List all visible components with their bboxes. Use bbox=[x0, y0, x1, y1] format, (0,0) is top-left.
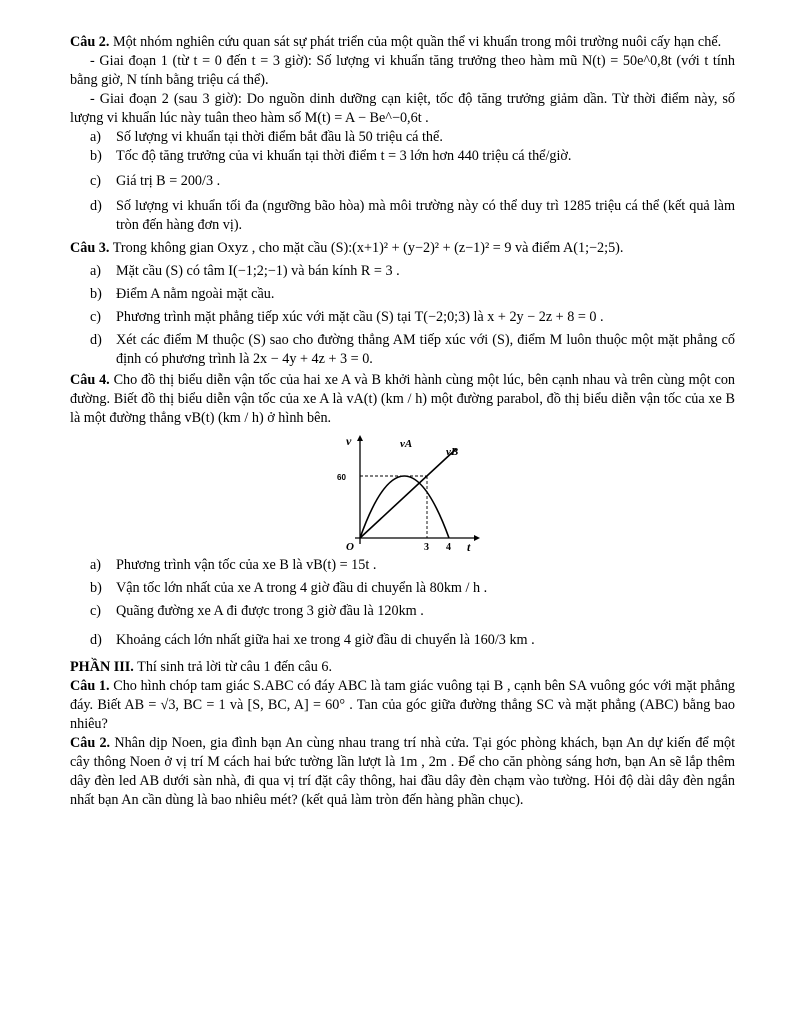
q2-stem: Một nhóm nghiên cứu quan sát sự phát triển của một quần thể vi khuẩn trong môi trường nuôi cấy hạn chế. bbox=[112, 34, 722, 50]
q4-option-d bbox=[90, 631, 735, 650]
q4-stem-line bbox=[70, 371, 735, 428]
curve-va bbox=[360, 476, 449, 538]
part3-heading bbox=[70, 658, 735, 677]
line-vb bbox=[360, 449, 456, 538]
t-axis-arrow bbox=[474, 535, 480, 541]
q2-option-a bbox=[90, 128, 735, 147]
label-vb: vB bbox=[446, 446, 459, 458]
p3-q1-head: Câu 1. bbox=[70, 678, 110, 694]
q3-stem-line bbox=[70, 239, 735, 258]
label-va: vA bbox=[400, 438, 413, 450]
q4-option-a bbox=[90, 556, 735, 575]
q3-option-d bbox=[90, 331, 735, 369]
option-label: c) bbox=[90, 173, 102, 189]
exam-page bbox=[70, 33, 735, 810]
q2-option-c bbox=[90, 172, 735, 191]
option-label: d) bbox=[90, 332, 102, 348]
option-label: c) bbox=[90, 603, 102, 619]
option-text: Vận tốc lớn nhất của xe A trong 4 giờ đầu di chuyển là 80km / h . bbox=[116, 580, 488, 596]
option-label: a) bbox=[90, 129, 102, 145]
q3-head: Câu 3. bbox=[70, 240, 110, 256]
q4-option-b bbox=[90, 579, 735, 598]
q2-option-d bbox=[90, 197, 735, 235]
q3-option-b bbox=[90, 285, 735, 304]
option-text: Phương trình vận tốc của xe B là vB(t) = 15t . bbox=[116, 557, 377, 573]
q3-option-c bbox=[90, 308, 735, 327]
x-tick-3: 3 bbox=[424, 542, 429, 553]
q2-stem-line bbox=[70, 33, 735, 52]
option-text: Xét các điểm M thuộc (S) sao cho đường thẳng AM tiếp xúc với (S), điểm M luôn thuộc một mặt phẳng cố định có phương trình là 2x − 4y + 4z + 3 = 0. bbox=[116, 332, 735, 367]
option-text: Số lượng vi khuẩn tại thời điểm bắt đầu là 50 triệu cá thể. bbox=[116, 129, 443, 145]
q4-option-c bbox=[90, 602, 735, 621]
option-text: Điểm A nằm ngoài mặt cầu. bbox=[116, 286, 275, 302]
q3-option-a bbox=[90, 262, 735, 281]
velocity-graph bbox=[337, 434, 480, 554]
q3-stem: Trong không gian Oxyz , cho mặt cầu (S):(x+1)² + (y−2)² + (z−1)² = 9 và điểm A(1;−2;5). bbox=[112, 240, 624, 256]
p3-q2-text: Nhân dịp Noen, gia đình bạn An cùng nhau trang trí nhà cửa. Tại góc phòng khách, bạn An dự kiến để một cây thông Noen ở vị trí M cách hai bức tường lần lượt là 1m , 2m . Để cho căn phòng sáng hơn, bạn An sẽ lắp thêm dây đèn led AB dưới sàn nhà, đi qua vị trí đặt cây thông, hai đầu dây đèn chạm vào tường. Hỏi độ dài dây đèn ngắn nhất bạn An cần dùng là bao nhiêu mét? (kết quả làm tròn đến hàng phần chục). bbox=[70, 735, 736, 808]
option-text: Quãng đường xe A đi được trong 3 giờ đầu là 120km . bbox=[116, 603, 424, 619]
q4-head: Câu 4. bbox=[70, 372, 110, 388]
x-tick-4: 4 bbox=[446, 542, 451, 553]
option-label: c) bbox=[90, 309, 102, 325]
velocity-graph-svg bbox=[337, 434, 480, 554]
origin-label: O bbox=[346, 541, 354, 553]
q4-stem: Cho đồ thị biểu diễn vận tốc của hai xe A và B khởi hành cùng một lúc, bên cạnh nhau và trên cùng một con đường. Biết đồ thị biểu diễn vận tốc của xe A là vA(t) (km / h) một đường parabol, đồ thị biểu diễn vận tốc của xe B là một đường thẳng vB(t) (km / h) ở hình bên. bbox=[70, 372, 736, 426]
option-label: b) bbox=[90, 148, 102, 164]
q2-stage2: - Giai đoạn 2 (sau 3 giờ): Do nguồn dinh dưỡng cạn kiệt, tốc độ tăng trưởng giảm dần. Từ thời điểm này, số lượng vi khuẩn lúc này tuân theo hàm số M(t) = A − Be^−0,6t . bbox=[70, 91, 735, 126]
option-text: Mặt cầu (S) có tâm I(−1;2;−1) và bán kính R = 3 . bbox=[116, 263, 400, 279]
p3-q1 bbox=[70, 677, 735, 734]
v-axis-label: v bbox=[346, 434, 352, 448]
p3-q2 bbox=[70, 734, 735, 810]
option-text: Giá trị B = 200/3 . bbox=[116, 173, 221, 189]
option-label: a) bbox=[90, 557, 102, 573]
y-tick-60: 60 bbox=[337, 473, 346, 482]
part3-text: Thí sinh trả lời từ câu 1 đến câu 6. bbox=[137, 659, 333, 675]
part3-head: PHẦN III. bbox=[70, 659, 134, 675]
option-text: Khoảng cách lớn nhất giữa hai xe trong 4 giờ đầu di chuyển là 160/3 km . bbox=[116, 632, 535, 648]
q2-stage1: - Giai đoạn 1 (từ t = 0 đến t = 3 giờ): Số lượng vi khuẩn tăng trưởng theo hàm mũ N(t) = 50e^0,8t (với t tính bằng giờ, N tính bằng triệu cá thể). bbox=[70, 53, 735, 88]
option-label: b) bbox=[90, 580, 102, 596]
option-text: Phương trình mặt phẳng tiếp xúc với mặt cầu (S) tại T(−2;0;3) là x + 2y − 2z + 8 = 0 . bbox=[116, 309, 604, 325]
v-axis-arrow bbox=[357, 435, 363, 441]
t-axis-label: t bbox=[467, 540, 471, 554]
option-label: d) bbox=[90, 198, 102, 214]
p3-q1-text: Cho hình chóp tam giác S.ABC có đáy ABC là tam giác vuông tại B , cạnh bên SA vuông góc với mặt phẳng đáy. Biết AB = √3, BC = 1 và [S, BC, A] = 60° . Tan của góc giữa đường thẳng SC và mặt phẳng (ABC) bằng bao nhiêu? bbox=[70, 678, 736, 732]
option-label: a) bbox=[90, 263, 102, 279]
option-text: Số lượng vi khuẩn tối đa (ngưỡng bão hòa) mà môi trường này có thể duy trì 1285 triệu cá thể (kết quả làm tròn đến hàng đơn vị). bbox=[116, 198, 735, 233]
q2-head: Câu 2. bbox=[70, 34, 110, 50]
q2-option-b bbox=[90, 147, 735, 166]
p3-q2-head: Câu 2. bbox=[70, 735, 111, 751]
option-text: Tốc độ tăng trưởng của vi khuẩn tại thời điểm t = 3 lớn hơn 440 triệu cá thể/giờ. bbox=[116, 148, 572, 164]
option-label: b) bbox=[90, 286, 102, 302]
option-label: d) bbox=[90, 632, 102, 648]
